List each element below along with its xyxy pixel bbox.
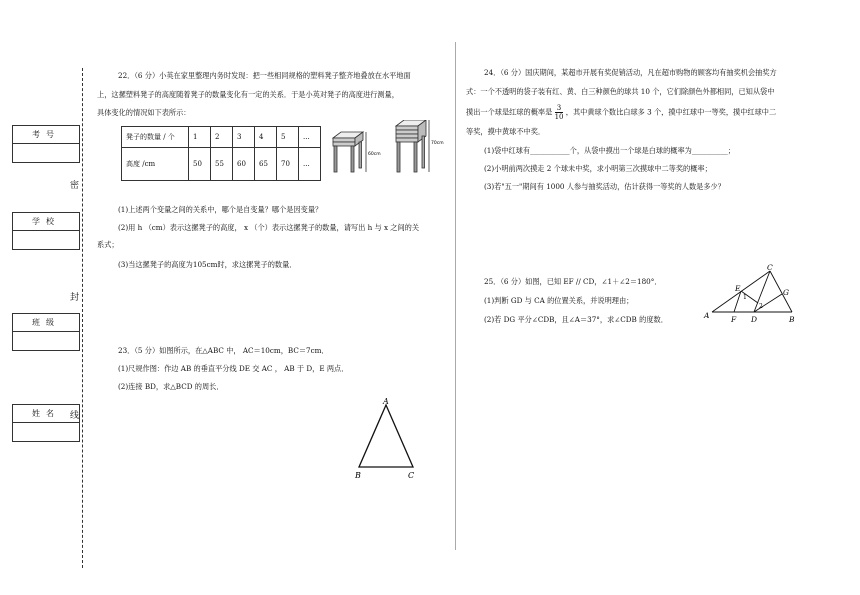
q23-triangle-figure	[350, 395, 425, 485]
q24-line3b: ，其中黄球个数比白球多 3 个，摸中红球中一等奖，摸中红球中二	[565, 107, 777, 117]
seal-char-feng: 封	[70, 293, 80, 303]
q24-sub1: (1)袋中红球有___________个，从袋中摸出一个球是白球的概率为__________；	[484, 146, 735, 155]
fraction-denominator: 10	[554, 113, 564, 121]
q25-line1: 25．（6 分）如图，已知 EF // CD，∠1＋∠2＝180°．	[484, 277, 662, 286]
table-cell: 1	[189, 127, 211, 148]
q23-sub1: (1)尺规作图：作边 AB 的垂直平分线 DE 交 AC ， AB 于 D，E 两点．	[118, 364, 349, 373]
q22-sub2b: 系式；	[97, 240, 119, 249]
school-box	[12, 212, 80, 250]
q25-sub2: (2)若 DG 平分∠CDB，且∠A＝37°，求∠CDB 的度数．	[484, 315, 668, 324]
label-d: D	[751, 315, 758, 324]
table-cell: 55	[211, 148, 233, 181]
stool-stack-1	[333, 132, 366, 172]
table-cell: 60	[233, 148, 255, 181]
table-cell: 4	[255, 127, 277, 148]
table-cell: 70	[277, 148, 299, 181]
stool1-height-label: 60cm	[368, 152, 381, 157]
name-label: 姓名	[13, 405, 79, 423]
stool-stack-2	[396, 120, 429, 172]
label-g: G	[783, 288, 789, 297]
table-row	[122, 148, 321, 181]
q24-sub3: (3)若"五一"期间有 1000 人参与抽奖活动，估计获得一等奖的人数是多少？	[484, 182, 725, 191]
exam-number-label: 考号	[13, 126, 79, 144]
label-b: B	[355, 471, 361, 480]
q24-line1: 24．（6 分）国庆期间，某超市开展有奖促销活动，凡在超市购物的顾客均有抽奖机会抽奖方	[484, 68, 777, 77]
q22-sub3: (3)当这摞凳子的高度为105cm时，求这摞凳子的数量．	[118, 260, 297, 269]
q23-sub2: (2)连接 BD，求△BCD 的周长．	[118, 382, 224, 391]
stool2-height-label: 70cm	[431, 141, 444, 146]
angle-2-label: 2	[759, 303, 763, 310]
fraction-numerator: 3	[555, 104, 564, 113]
table-cell: ...	[299, 148, 321, 181]
q25-geometry-figure	[700, 262, 805, 324]
q24-line2: 式：一个不透明的袋子装有红、黄、白三种颜色的球共 10 个，它们除颜色外都相同，已知从袋中	[466, 87, 775, 96]
column-divider	[455, 42, 456, 550]
seal-char-xian: 线	[70, 411, 80, 421]
label-b: B	[789, 315, 795, 324]
label-a: A	[383, 397, 389, 406]
class-label: 班级	[13, 314, 79, 332]
table-cell: 3	[233, 127, 255, 148]
q24-line3a: 摸出一个球是红球的概率是	[466, 107, 553, 117]
q23-line1: 23．（5 分）如图所示，在△ABC 中， AC＝10cm，BC＝7cm．	[118, 346, 329, 355]
table-cell: 2	[211, 127, 233, 148]
label-e: E	[735, 284, 741, 293]
table-cell: 65	[255, 148, 277, 181]
table-cell: ...	[299, 127, 321, 148]
q22-sub1: (1)上述两个变量之间的关系中，哪个是自变量？哪个是因变量？	[118, 205, 323, 214]
exam-number-box	[12, 125, 80, 163]
table-header-count: 凳子的数量 / 个	[122, 127, 189, 148]
label-f: F	[731, 315, 737, 324]
q22-line1: 22．（6 分）小英在家里整理内务时发现：把一些相同规格的塑料凳子整齐地叠放在水平地面	[118, 71, 411, 80]
seal-char-mi: 密	[70, 181, 80, 191]
q24-line4: 等奖，摸中黄球不中奖．	[466, 127, 546, 136]
q22-table	[121, 126, 321, 181]
label-a: A	[704, 311, 710, 320]
angle-1-label: 1	[743, 294, 747, 301]
table-cell: 5	[277, 127, 299, 148]
triangle-abc	[359, 405, 413, 467]
table-header-height: 高度 /cm	[122, 148, 189, 181]
table-cell: 50	[189, 148, 211, 181]
label-c: C	[408, 471, 415, 480]
q24-line3	[466, 104, 776, 121]
q22-line3: 具体变化的情况如下表所示：	[97, 108, 191, 117]
binding-line	[82, 68, 83, 568]
q25-sub1: (1)判断 GD 与 CA 的位置关系，并说明理由；	[484, 296, 634, 305]
q24-fraction	[555, 104, 564, 121]
q24-sub2: (2)小明前两次摸走 2 个球未中奖，求小明第三次摸球中二等奖的概率；	[484, 164, 712, 173]
table-row	[122, 127, 321, 148]
class-box	[12, 313, 80, 351]
stools-illustration	[330, 120, 445, 182]
label-c: C	[767, 263, 773, 272]
q22-sub2a: (2)用 h （cm）表示这摞凳子的高度， x （个）表示这摞凳子的数量，请写出 h 与 x 之间的关	[118, 223, 420, 232]
school-label: 学校	[13, 213, 79, 231]
q22-line2: 上，这摞塑料凳子的高度随着凳子的数量变化有一定的关系．于是小英对凳子的高度进行测量，	[97, 90, 399, 99]
